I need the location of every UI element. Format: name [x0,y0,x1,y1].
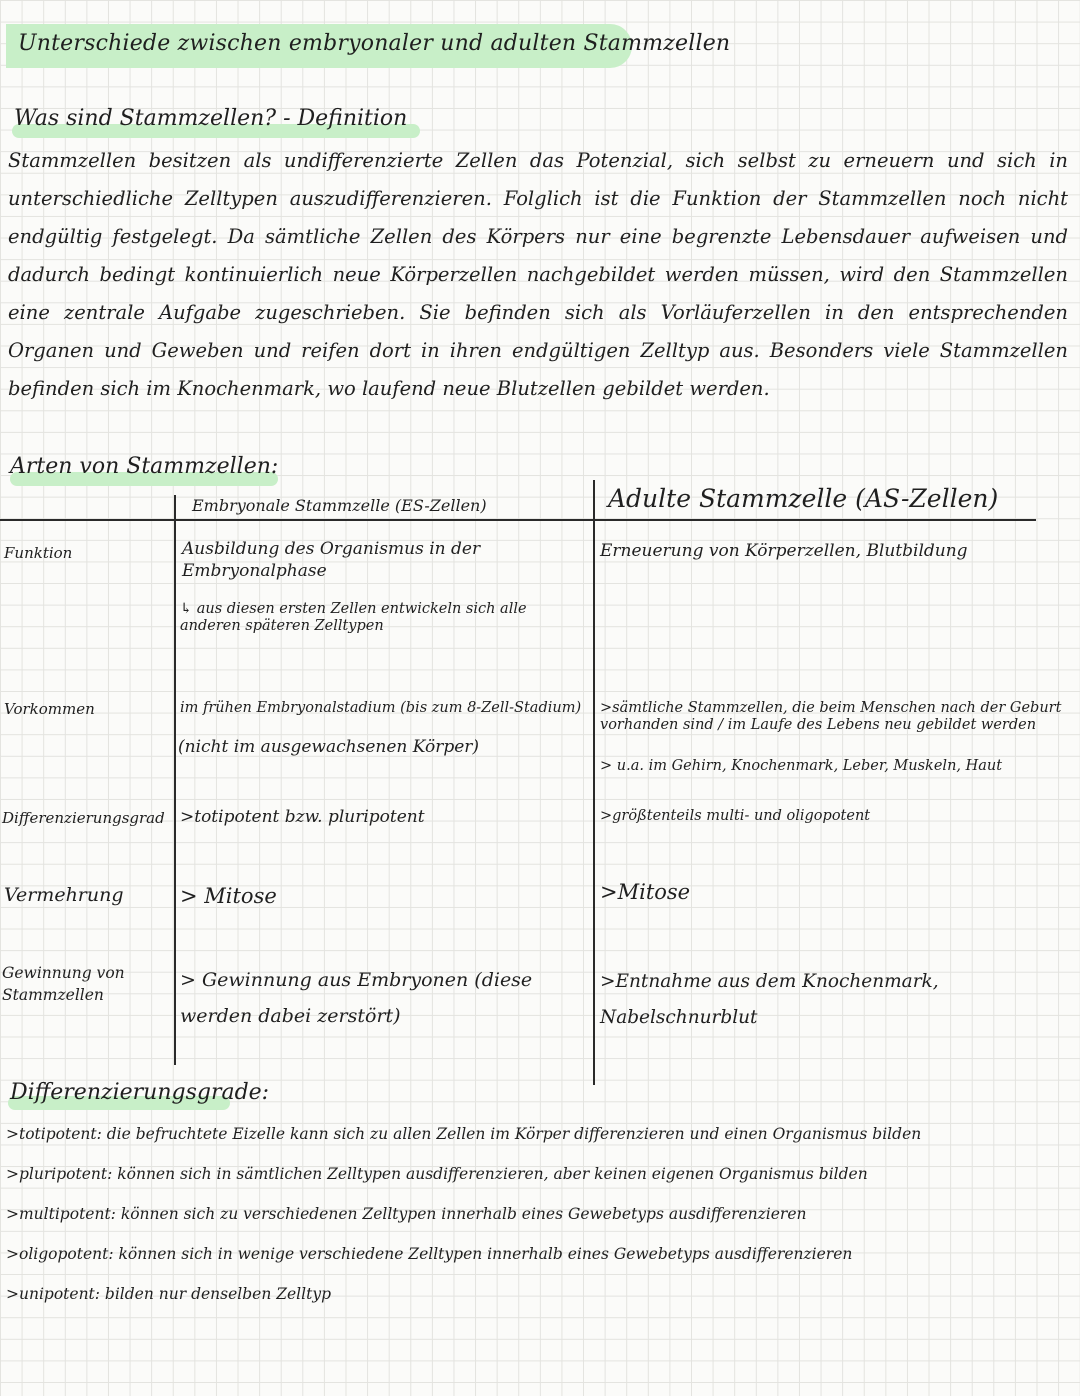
grade-oligopotent: >oligopotent: können sich in wenige verschiedene Zelltypen innerhalb eines Gewebetyps ausdifferenzieren [6,1245,853,1263]
differenzierungsgrad-adult: >größtenteils multi- und oligopotent [600,808,871,824]
row-label-vorkommen: Vorkommen [4,700,95,718]
column-header-embryonal: Embryonale Stammzelle (ES-Zellen) [192,496,487,515]
vorkommen-adult: >sämtliche Stammzellen, die beim Menschen nach der Geburt vorhanden sind / im Laufe des Lebens neu gebildet werden [600,700,1062,733]
table-divider-left [174,495,176,1065]
definition-heading: Was sind Stammzellen? - Definition [14,106,408,131]
column-header-adult: Adulte Stammzelle (AS-Zellen) [608,484,999,513]
gewinnung-embryonal: > Gewinnung aus Embryonen (diese werden dabei zerstört) [180,969,533,1027]
differenzierungsgrad-embryonal: >totipotent bzw. pluripotent [180,807,425,827]
grade-multipotent: >multipotent: können sich zu verschiedenen Zelltypen innerhalb eines Gewebetyps ausdifferenzieren [6,1205,807,1223]
row-label-differenzierungsgrad: Differenzierungsgrad [2,809,165,827]
vorkommen-adult-note: > u.a. im Gehirn, Knochenmark, Leber, Muskeln, Haut [600,758,1003,774]
row-label-funktion: Funktion [4,544,73,562]
table-divider-right [593,480,595,1085]
table-header-line [0,519,1036,521]
grade-pluripotent: >pluripotent: können sich in sämtlichen Zelltypen ausdifferenzieren, aber keinen eigenen Organismus bilden [6,1165,868,1183]
types-heading: Arten von Stammzellen: [10,454,279,479]
grades-list [6,1124,921,1304]
grades-heading: Differenzierungsgrade: [10,1080,270,1105]
row-label-vermehrung: Vermehrung [4,884,124,906]
grade-totipotent: >totipotent: die befruchtete Eizelle kann sich zu allen Zellen im Körper differenzieren und einen Organismus bilden [6,1125,922,1143]
vorkommen-embryonal: im frühen Embryonalstadium (bis zum 8-Zell-Stadium) [180,700,582,716]
gewinnung-adult: >Entnahme aus dem Knochenmark, Nabelschnurblut [600,971,939,1028]
grade-unipotent: >unipotent: bilden nur denselben Zelltyp [6,1285,332,1303]
funktion-embryonal: Ausbildung des Organismus in der Embryonalphase [182,539,481,581]
funktion-adult: Erneuerung von Körperzellen, Blutbildung [600,541,968,561]
vermehrung-adult: >Mitose [600,880,691,904]
funktion-embryonal-note: ↳ aus diesen ersten Zellen entwickeln sich alle anderen späteren Zelltypen [180,601,527,634]
vermehrung-embryonal: > Mitose [180,884,277,908]
page-title: Unterschiede zwischen embryonaler und adulten Stammzellen [18,31,731,56]
vorkommen-embryonal-note: (nicht im ausgewachsenen Körper) [178,737,480,757]
definition-text: Stammzellen besitzen als undifferenzierte Zellen das Potenzial, sich selbst zu erneuern und sich in unterschiedliche Zelltypen auszudifferenzieren. Folglich ist die Funktion der Stammzellen noch nicht endgültig festgelegt. Da sämtliche Zellen des Körpers nur eine begrenzte Lebensdauer aufweisen und dadurch bedingt kontinuierlich neue Körperzellen nachgebildet werden müssen, wird den Stammzellen eine zentrale Aufgabe zugeschrieben. Sie befinden sich als Vorläuferzellen in den entsprechenden Organen und Geweben und reifen dort in ihren endgültigen Zelltyp aus. Besonders viele Stammzellen befinden sich im Knochenmark, wo laufend neue Blutzellen gebildet werden. [8,149,1068,400]
row-label-gewinnung: Gewinnung von Stammzellen [2,964,125,1004]
